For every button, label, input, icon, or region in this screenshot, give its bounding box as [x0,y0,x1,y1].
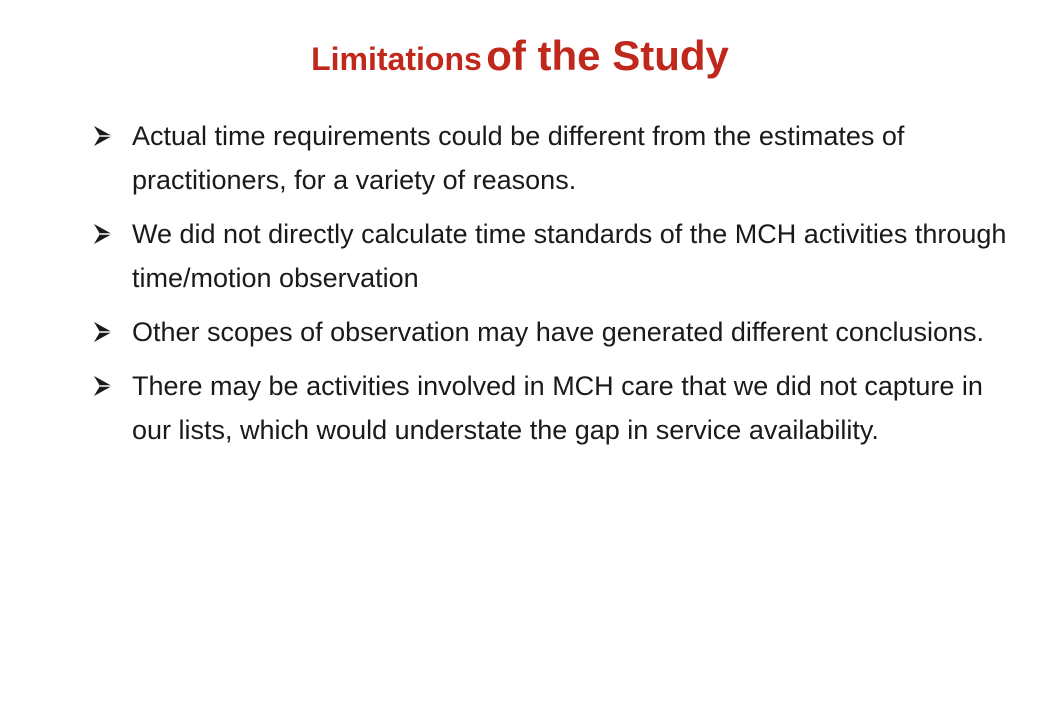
bullet-list [92,114,1012,462]
title-part-limitations: Limitations [311,41,482,77]
arrow-bullet-icon [92,222,114,246]
bullet-item [92,310,1012,354]
arrow-bullet-icon [92,320,114,344]
bullet-item [92,364,1012,452]
arrow-bullet-icon [92,374,114,398]
slide-title [0,24,1040,98]
bullet-text: Actual time requirements could be different from the estimates of practitioners, for a variety of reasons. [132,121,905,195]
bullet-item [92,114,1012,202]
arrow-bullet-icon [92,124,114,148]
bullet-text: There may be activities involved in MCH care that we did not capture in our lists, which would understate the gap in service availability. [132,371,983,445]
bullet-text: Other scopes of observation may have generated different conclusions. [132,317,985,347]
bullet-item [92,212,1012,300]
bullet-text: We did not directly calculate time standards of the MCH activities through time/motion observation [132,219,1007,293]
title-part-of-the-study: of the Study [486,32,729,79]
